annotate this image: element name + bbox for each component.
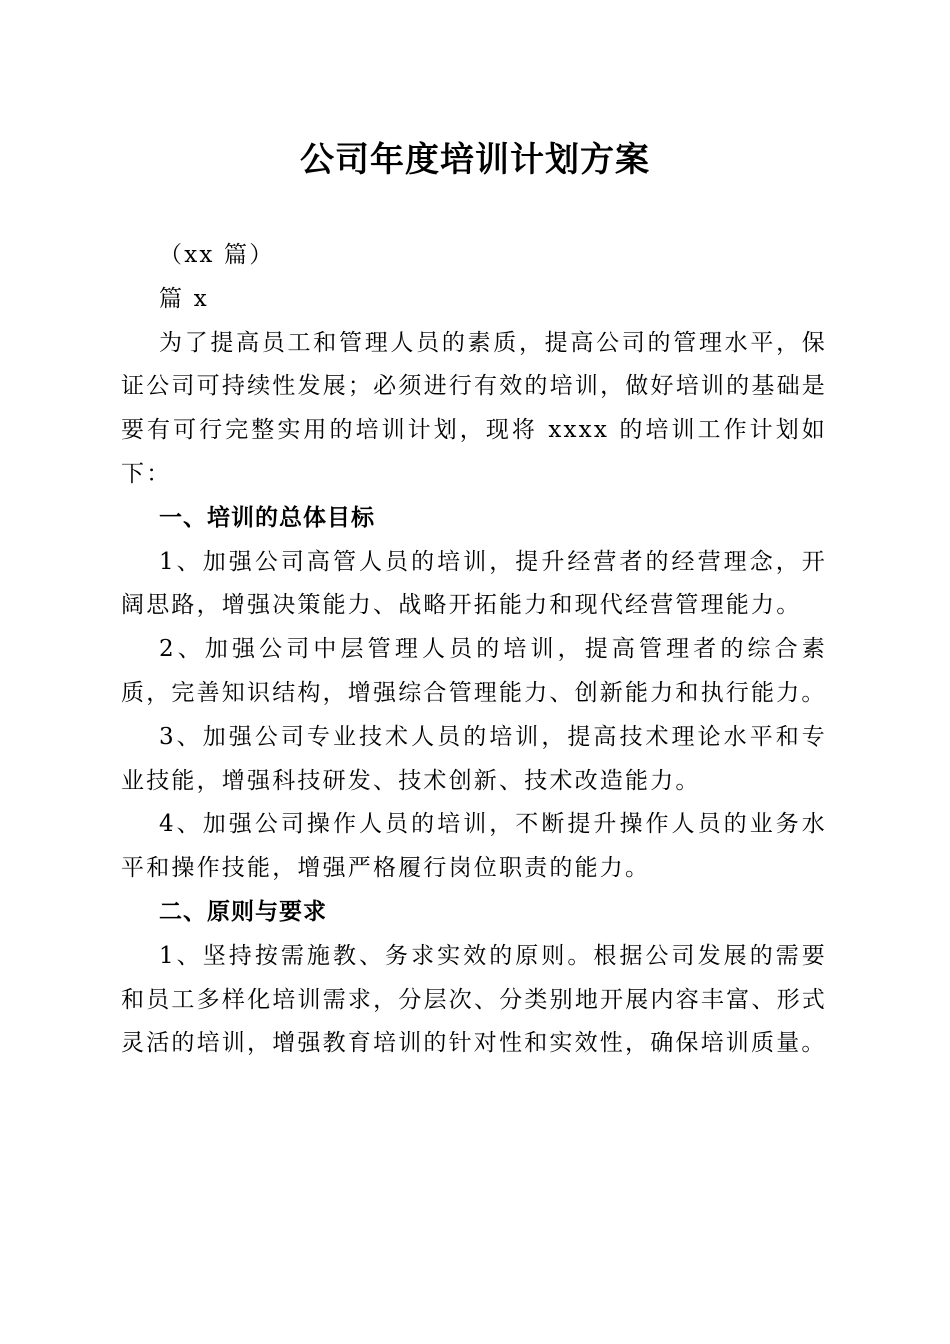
section-heading-principles: 二、原则与要求 bbox=[159, 898, 327, 925]
goal-item-2: 2、加强公司中层管理人员的培训，提高管理者的综合素质，完善知识结构，增强综合管理能力、创新能力和执行能力。 bbox=[121, 636, 827, 706]
goal-item-1: 1、加强公司高管人员的培训，提升经营者的经营理念，开阔思路，增强决策能力、战略开拓能力和现代经营管理能力。 bbox=[121, 548, 827, 619]
document-subtitle: （xx 篇） bbox=[159, 242, 275, 268]
part-label: 篇 x bbox=[159, 285, 209, 312]
document-title: 公司年度培训计划方案 bbox=[300, 140, 650, 180]
section-heading-goals: 一、培训的总体目标 bbox=[159, 504, 375, 531]
intro-paragraph: 为了提高员工和管理人员的素质，提高公司的管理水平，保证公司可持续性发展；必须进行有效的培训，做好培训的基础是要有可行完整实用的培训计划，现将 xxxx 的培训工作计划如下： bbox=[121, 329, 827, 487]
principle-item-1: 1、坚持按需施教、务求实效的原则。根据公司发展的需要和员工多样化培训需求，分层次、分类别地开展内容丰富、形式灵活的培训，增强教育培训的针对性和实效性，确保培训质量。 bbox=[121, 942, 827, 1057]
document-body bbox=[121, 234, 827, 1066]
goal-item-3: 3、加强公司专业技术人员的培训，提高技术理论水平和专业技能，增强科技研发、技术创新、技术改造能力。 bbox=[121, 723, 827, 794]
goal-item-4: 4、加强公司操作人员的培训，不断提升操作人员的业务水平和操作技能，增强严格履行岗位职责的能力。 bbox=[121, 811, 827, 882]
